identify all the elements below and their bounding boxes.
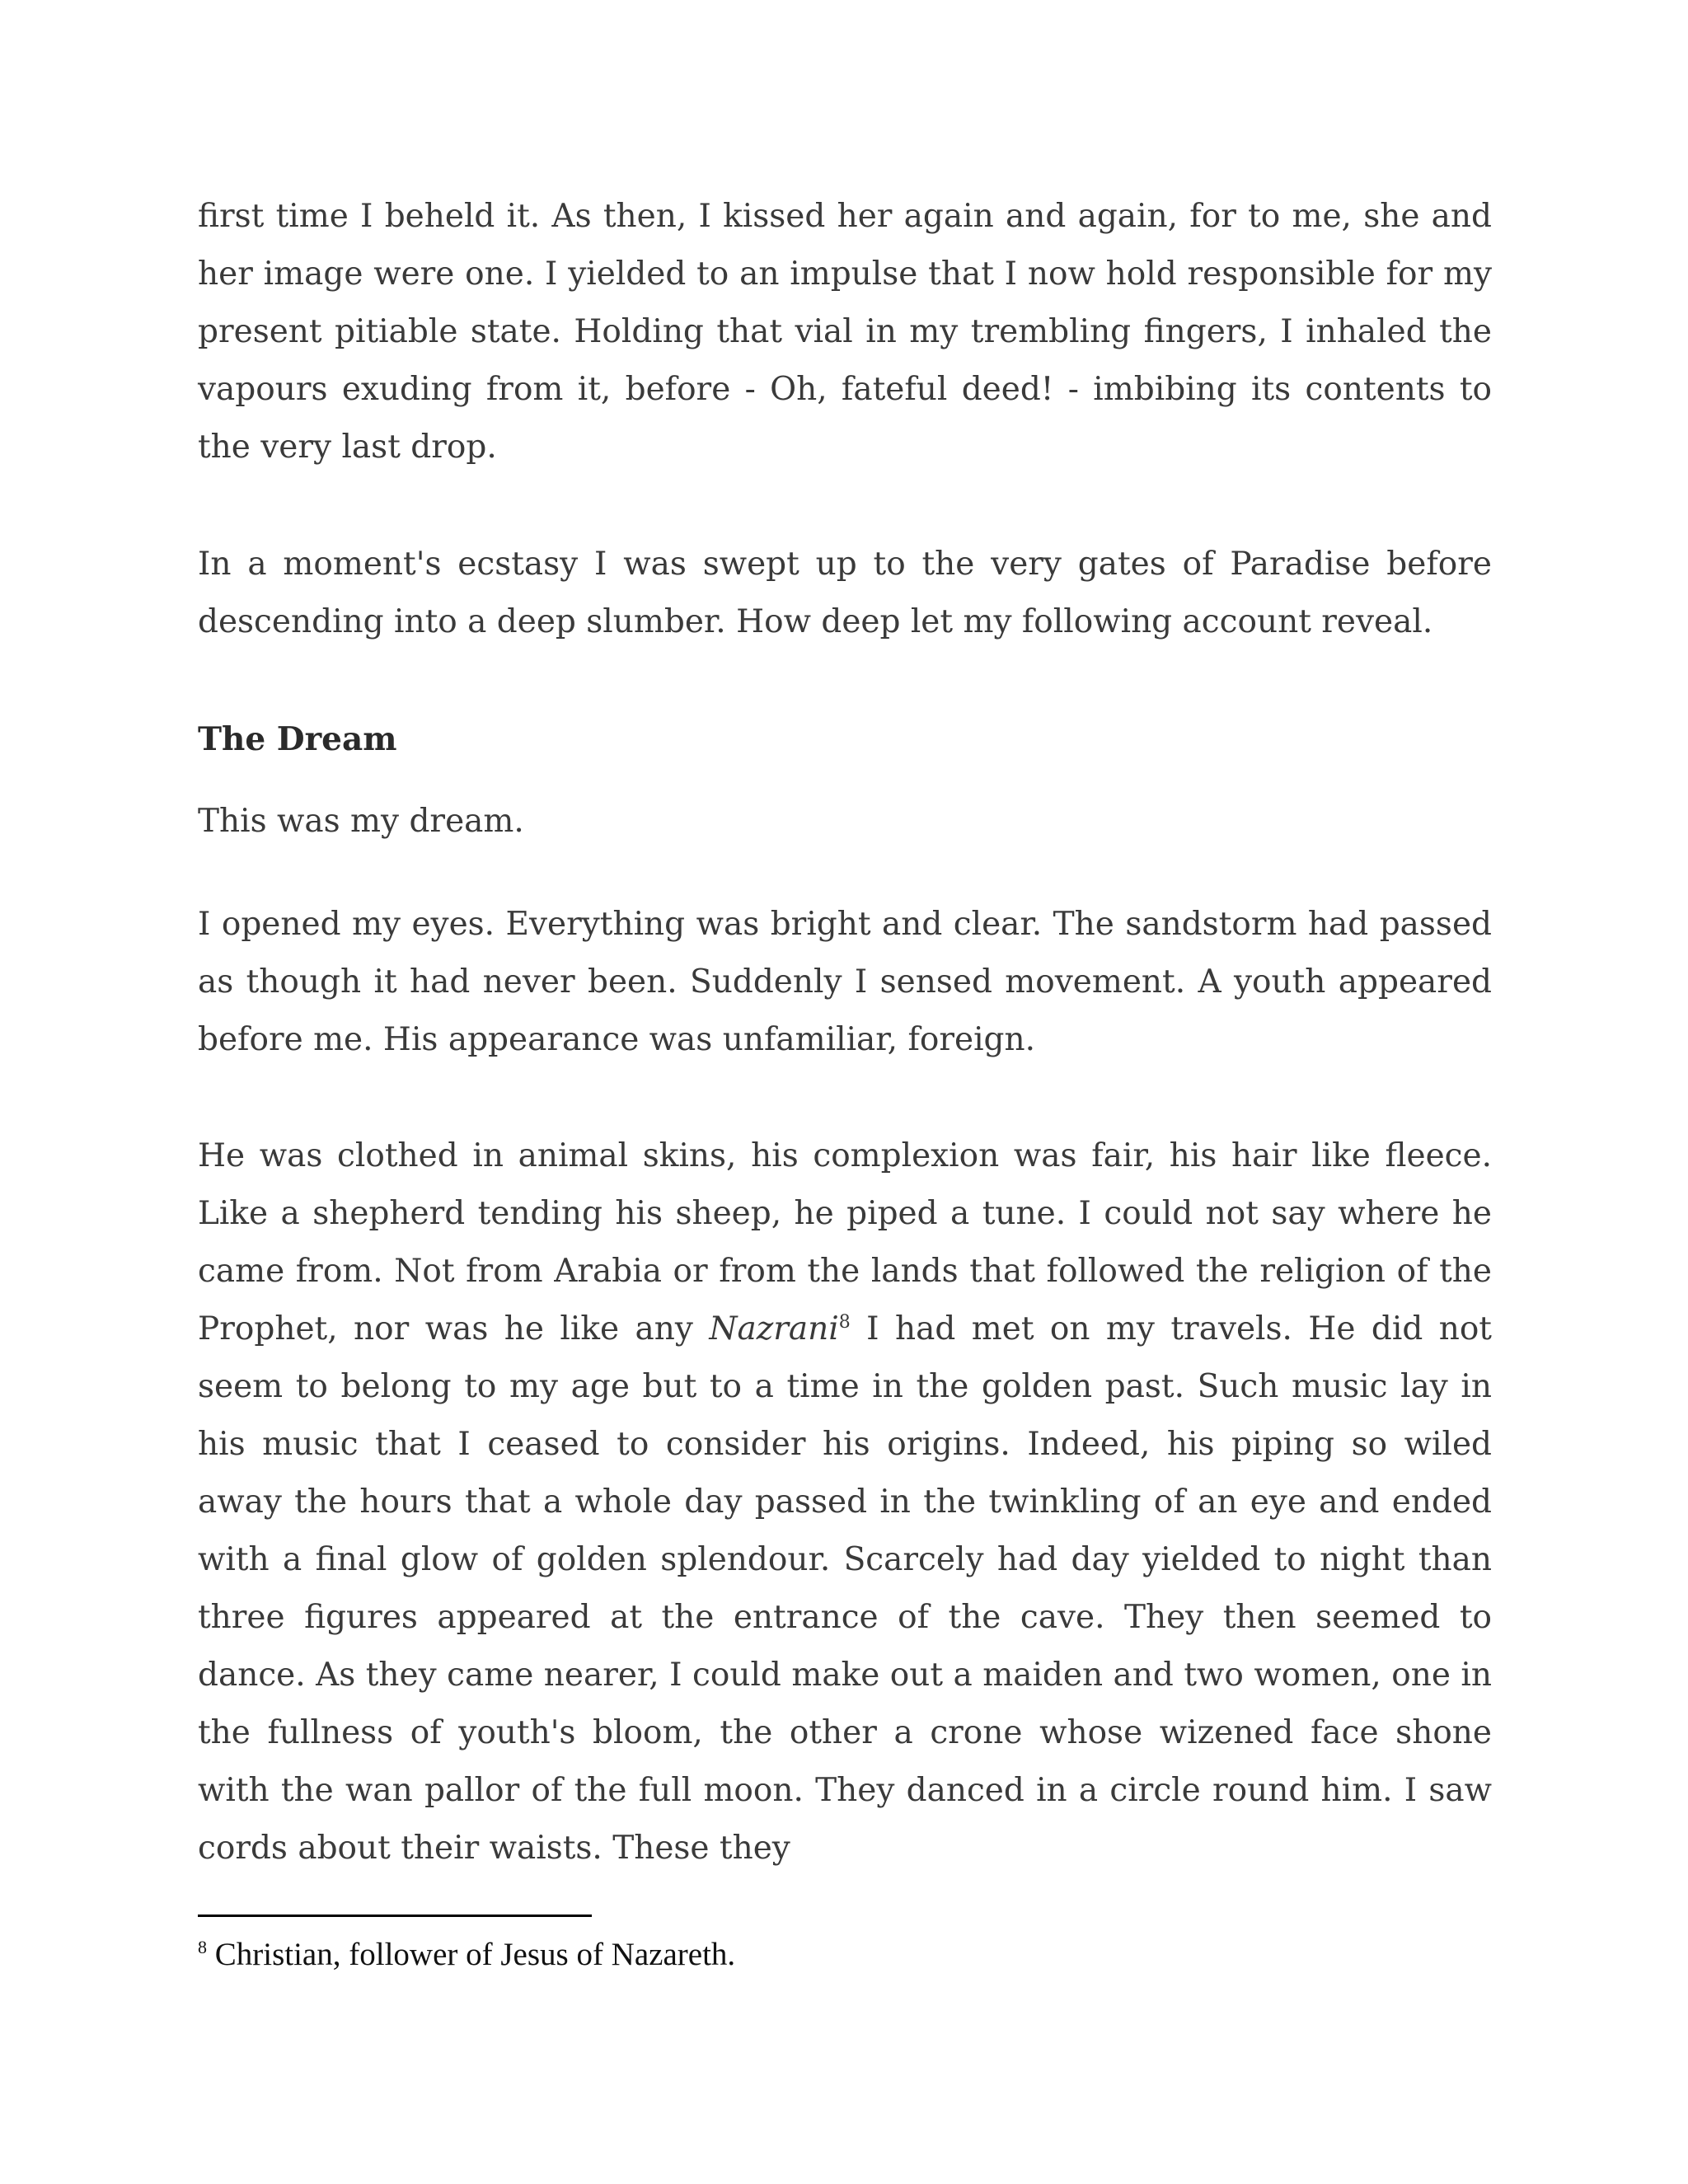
paragraph-1: first time I beheld it. As then, I kissed her again and again, for to me, she and her image were one. I yielded to an impulse that I now hold responsible for my present pitiable state. Holding that vial in my trembling fingers, I inhaled the vapours exuding from it, before - Oh, fateful deed! - imbibing its contents to the very last drop. (198, 198, 1492, 466)
paragraph-3: This was my dream. (198, 803, 524, 840)
paragraph-5-end: I had met on my travels. He did not seem to belong to my age but to a time in the golden past. Such music lay in his music that I ceased to consider his origins. Indeed, his piping so wiled away the hours that a whole day passed in the twinkling of an eye and ended with a final glow of golden splendour. Scarcely had day yielded to night than three figures appeared at the entrance of the cave. They then seemed to dance. As they came nearer, I could make out a maiden and two women, one in the fullness of youth's bloom, the other a crone whose wizened face shone with the wan pallor of the full moon. They danced in a circle round him. I saw cords about their waists. These they (198, 1310, 1492, 1867)
footnote (198, 1930, 1492, 1980)
footnote-number: 8 (198, 1937, 207, 1957)
footnote-reference: 8 (838, 1312, 851, 1333)
italic-term: Nazrani (709, 1310, 839, 1347)
footnote-text: Christian, follower of Jesus of Nazareth. (214, 1937, 736, 1972)
paragraph-5 (198, 1127, 1492, 1877)
footnote-separator (198, 1915, 592, 1917)
paragraph-2: In a moment's ecstasy I was swept up to the very gates of Paradise before descending into a deep slumber. How deep let my following account reveal. (198, 546, 1492, 640)
paragraph-5-start: He was clothed in animal skins, his complexion was fair, his hair like fleece. Like a shepherd tending his sheep, he piped a tune. I could not say where he came from. Not from Arabia or from the lands that followed the religion of the Prophet, nor was he like any (198, 1137, 1492, 1347)
section-heading: The Dream (198, 720, 397, 758)
paragraph-4: I opened my eyes. Everything was bright and clear. The sandstorm had passed as though it had never been. Suddenly I sensed movement. A youth appeared before me. His appearance was unfamiliar, foreign. (198, 906, 1492, 1058)
